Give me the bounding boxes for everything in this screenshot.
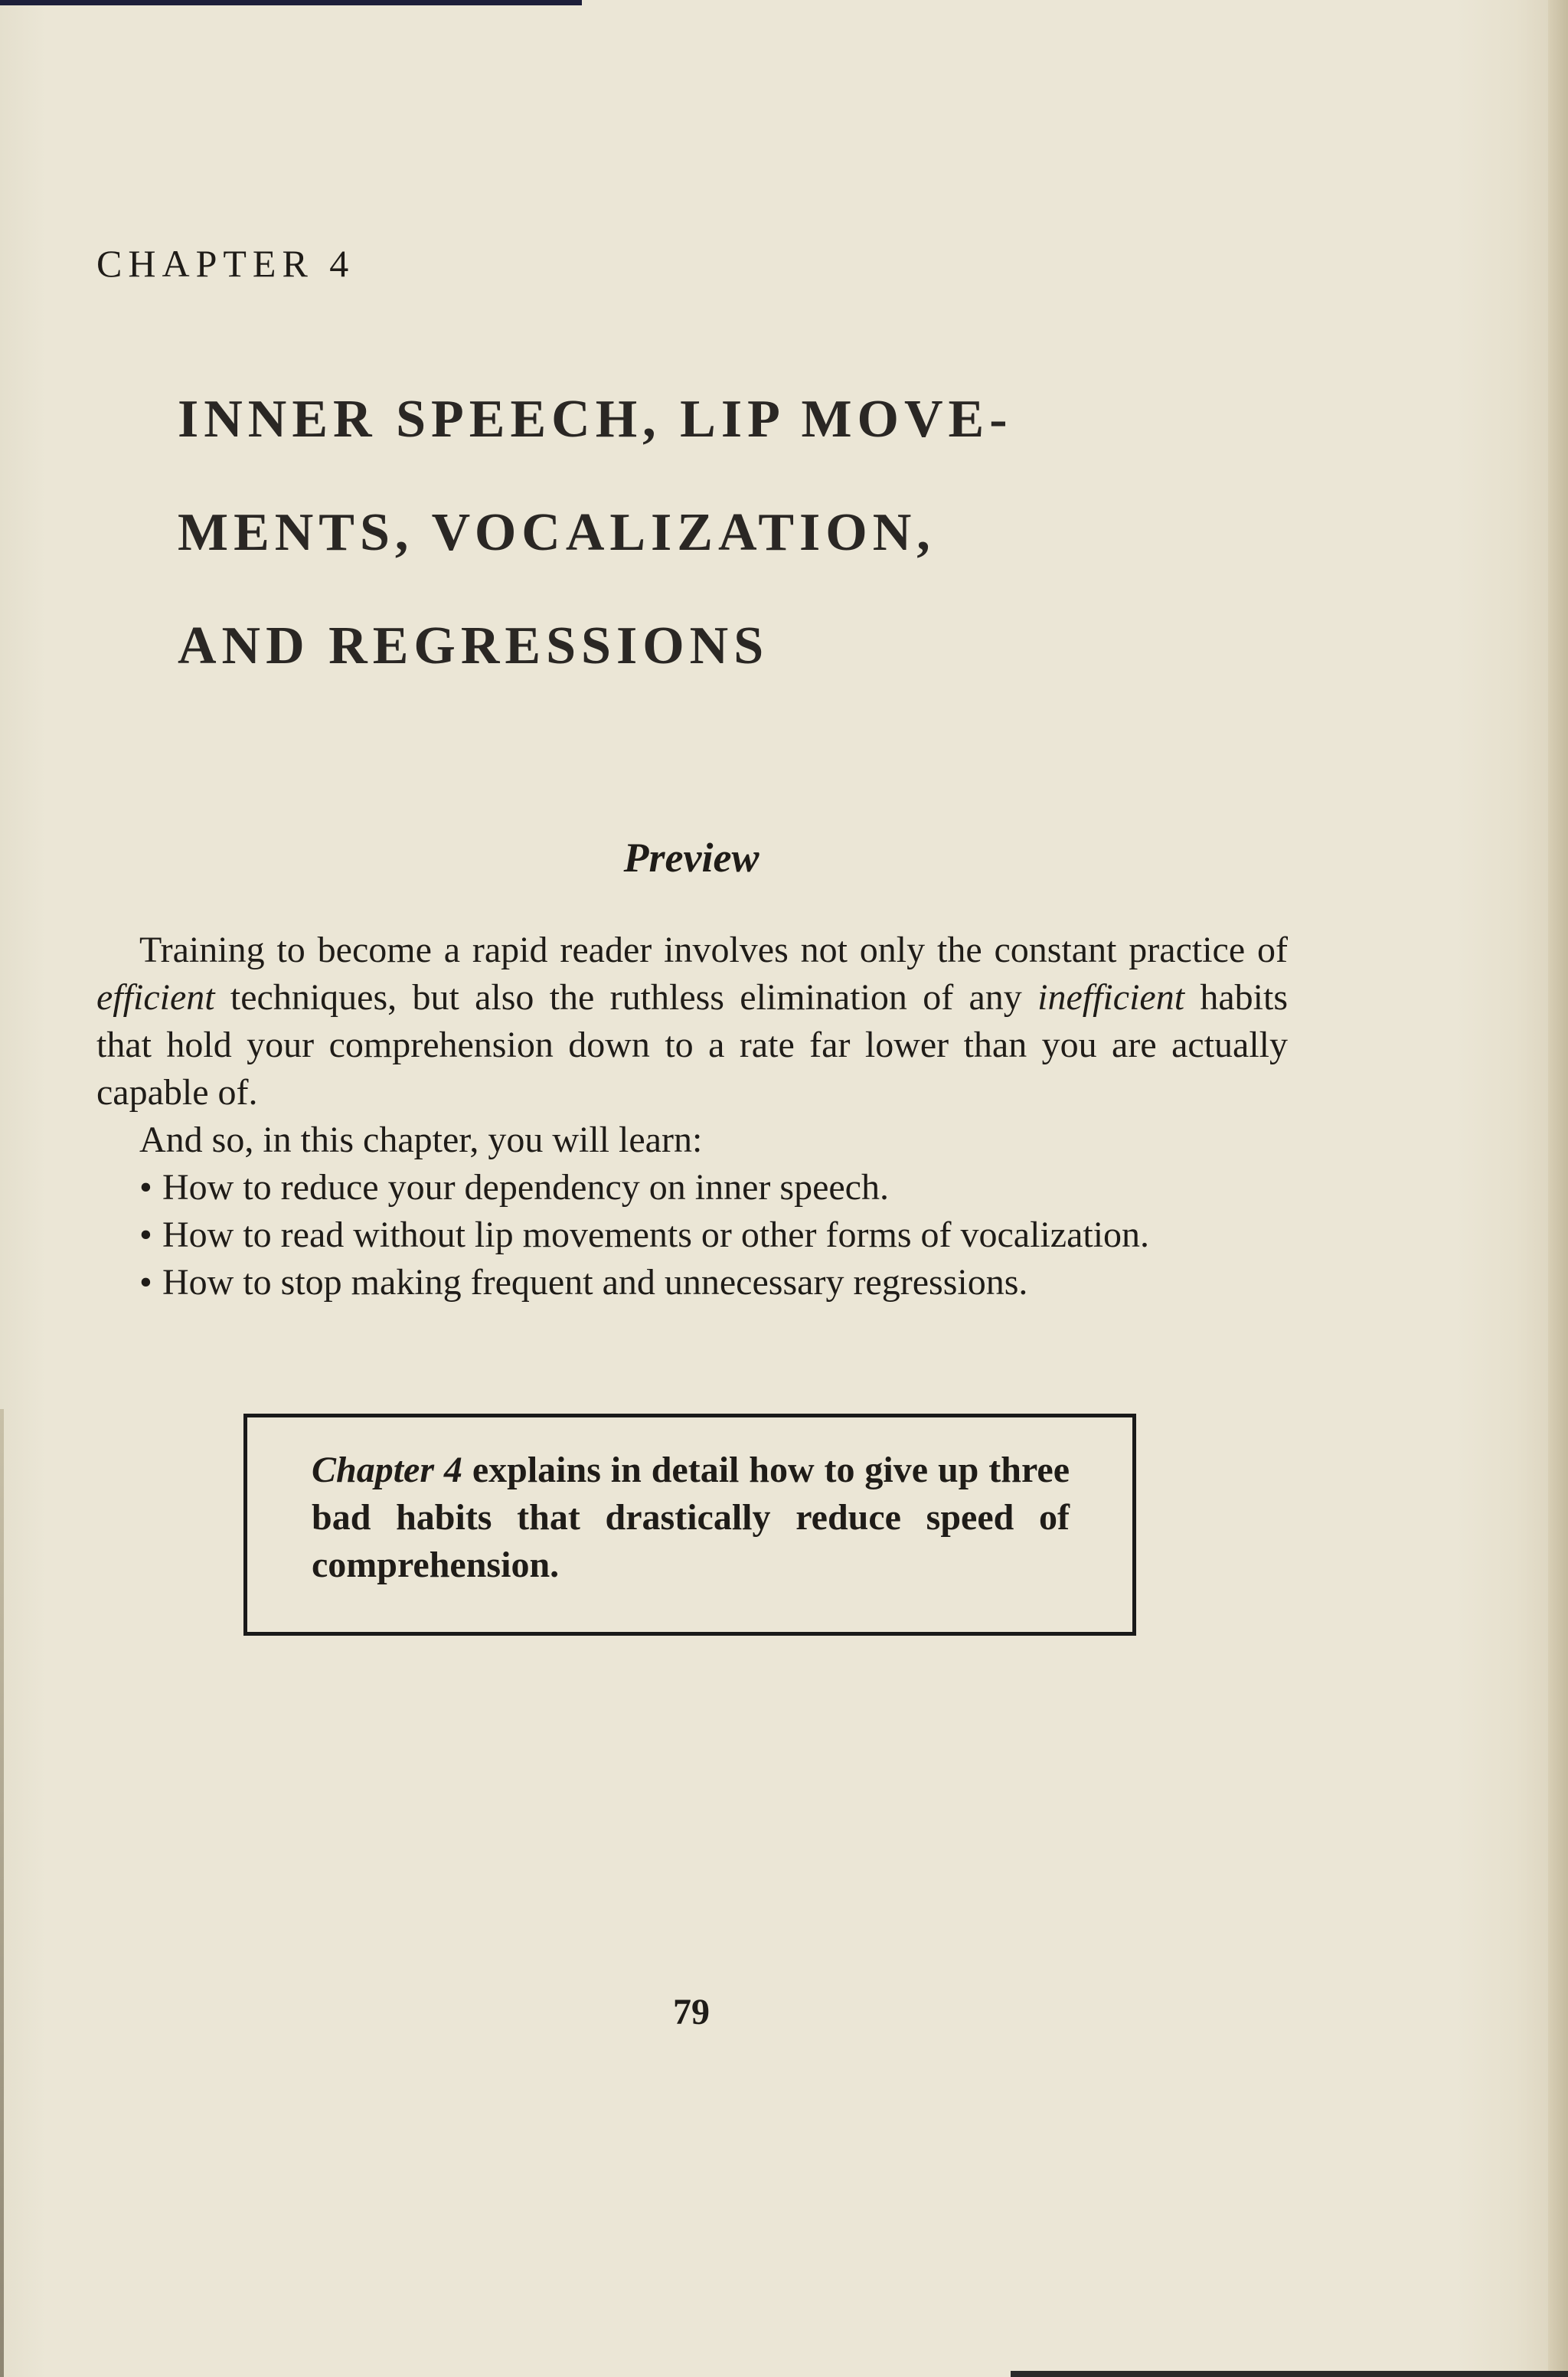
bullet-icon: • (139, 1215, 152, 1255)
page-top-edge (0, 0, 582, 5)
chapter-label: CHAPTER 4 (96, 242, 355, 285)
intro-emphasis: inefficient (1037, 977, 1185, 1018)
page-number: 79 (673, 1992, 710, 2032)
learning-goals-list (96, 1164, 1288, 1306)
list-item-text: How to reduce your dependency on inner speech. (162, 1167, 889, 1208)
chapter-title-line: MENTS, VOCALIZATION, (178, 503, 936, 562)
intro-text: techniques, but also the ruthless elimination of any (214, 977, 1038, 1018)
summary-body: explains in detail how to give up three bad habits that drastically reduce speed of comprehension. (312, 1450, 1070, 1585)
summary-emphasis: Chapter 4 (312, 1450, 462, 1490)
page-left-edge (0, 1409, 4, 2377)
bullet-icon: • (139, 1262, 152, 1303)
chapter-title-line: AND REGRESSIONS (178, 616, 769, 675)
list-item (96, 1211, 1288, 1259)
preview-lead-in: And so, in this chapter, you will learn: (139, 1120, 703, 1160)
chapter-summary-box (243, 1414, 1136, 1636)
preview-heading: Preview (623, 835, 760, 881)
preview-body (96, 927, 1288, 1164)
list-item-text: How to stop making frequent and unnecessary regressions. (162, 1262, 1028, 1303)
bullet-icon: • (139, 1167, 152, 1208)
list-item (96, 1259, 1288, 1306)
page-right-edge (1548, 0, 1568, 2377)
chapter-title (178, 363, 1013, 703)
preview-intro-paragraph (96, 927, 1288, 1117)
chapter-summary-text (312, 1447, 1070, 1589)
intro-text: Training to become a rapid reader involves not only the constant practice of (139, 930, 1288, 970)
intro-text: habits that hold your comprehension down to a rate far lower than you are actually capable of. (96, 977, 1289, 1113)
chapter-title-line: INNER SPEECH, LIP MOVE- (178, 390, 1013, 449)
page-bottom-edge (1011, 2371, 1568, 2377)
list-item-text: How to read without lip movements or other forms of vocalization. (162, 1215, 1150, 1255)
list-item (96, 1164, 1288, 1211)
intro-emphasis: efficient (96, 977, 215, 1018)
